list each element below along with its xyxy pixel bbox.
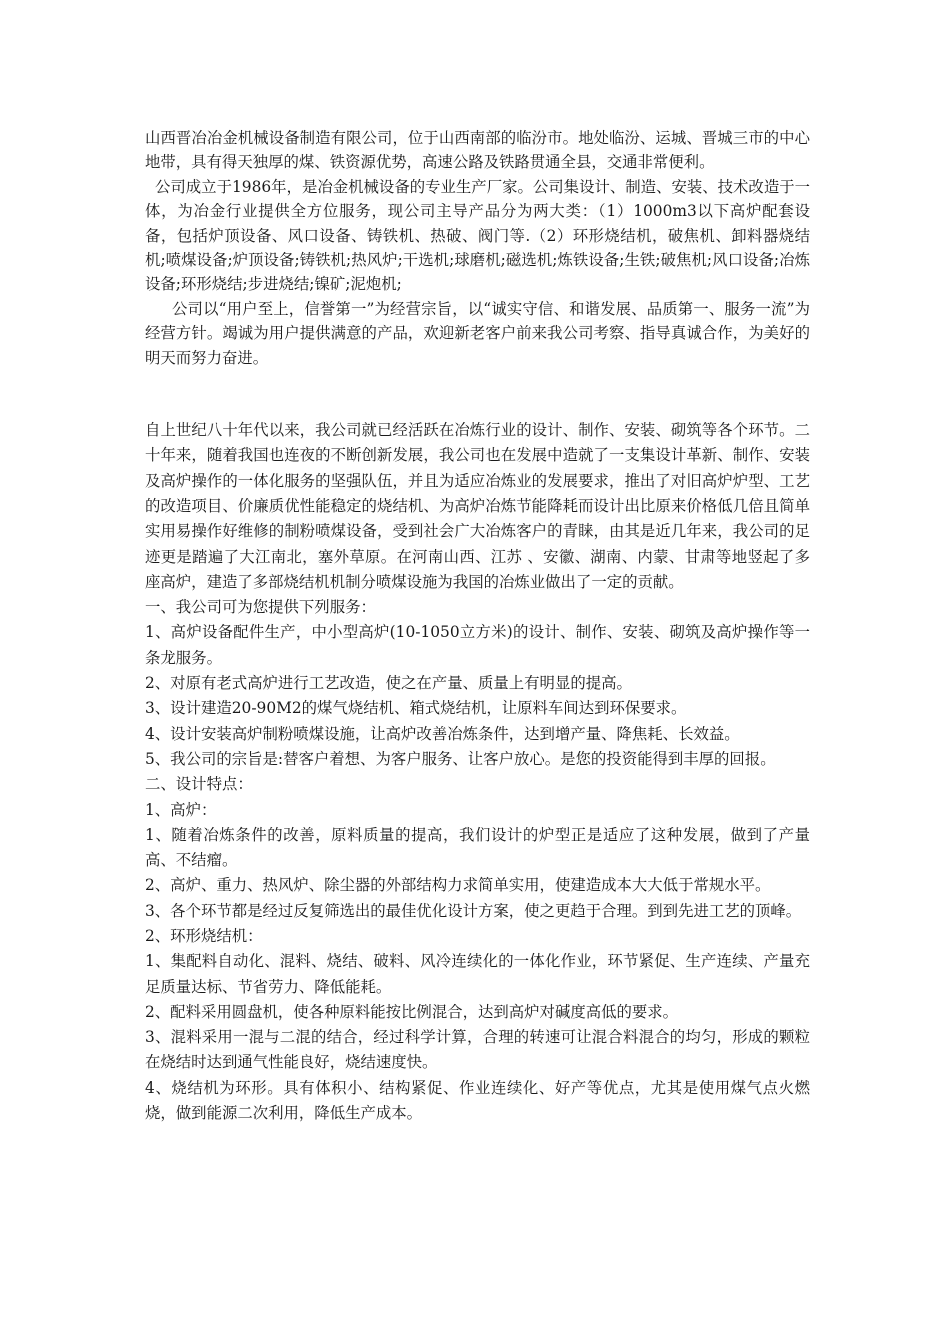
document-page xyxy=(145,126,810,1126)
service-item: 4、设计安装高炉制粉喷煤设施，让高炉改善冶炼条件，达到增产量、降焦耗、长效益。 xyxy=(145,724,740,743)
design-features-heading: 二、设计特点： xyxy=(145,775,253,794)
intro-paragraph-location: 山西晋冶冶金机械设备制造有限公司，位于山西南部的临汾市。地处临汾、运城、晋城三市的中心地带，具有得天独厚的煤、铁资源优势，高速公路及铁路贯通全县，交通非常便利。 xyxy=(145,129,810,172)
furnace-feature-item: 2、高炉、重力、热风炉、除尘器的外部结构力求简单实用，使建造成本大大低于常规水平。 xyxy=(145,876,771,895)
sintering-feature-item: 4、烧结机为环形。具有体积小、结构紧促、作业连续化、好产等优点，尤其是使用煤气点火燃烧，做到能源二次利用，降低生产成本。 xyxy=(145,1078,810,1123)
services-heading: 一、我公司可为您提供下列服务： xyxy=(145,598,376,617)
furnace-feature-item: 3、各个环节都是经过反复筛选出的最佳优化设计方案，使之更趋于合理。到到先进工艺的顶峰。 xyxy=(145,901,802,920)
sintering-feature-item: 1、集配料自动化、混料、烧结、破料、风冷连续化的一体化作业，环节紧促、生产连续、产量充足质量达标、节省劳力、降低能耗。 xyxy=(145,952,810,996)
furnace-feature-item: 1、随着冶炼条件的改善，原料质量的提高，我们设计的炉型正是适应了这种发展，做到了产量高、不结瘤。 xyxy=(145,825,810,870)
service-item: 1、高炉设备配件生产，中小型高炉(10-1050立方米)的设计、制作、安装、砌筑及高炉操作等一条龙服务。 xyxy=(145,623,810,667)
company-intro xyxy=(145,126,810,370)
intro-paragraph-philosophy: 公司以“用户至上，信誉第一”为经营宗旨，以“诚实守信、和谐发展、品质第一、服务一流”为经营方针。竭诚为用户提供满意的产品，欢迎新老客户前来我公司考察、指导真诚合作，为美好的明天而努力奋进。 xyxy=(145,299,810,367)
section-spacer xyxy=(145,370,810,418)
intro-paragraph-products: 公司成立于1986年，是冶金机械设备的专业生产厂家。公司集设计、制造、安装、技术改造于一体，为冶金行业提供全方位服务，现公司主导产品分为两大类：（1）1000m3以下高炉配套设备，包括炉顶设备、风口设备、铸铁机、热破、阀门等.（2）环形烧结机，破焦机、卸料器烧结机;喷煤设备;炉顶设备;铸铁机;热风炉;干选机;球磨机;磁选机;炼铁设备;生铁;破焦机;风口设备;冶炼设备;环形烧结;步进烧结;镍矿;泥炮机; xyxy=(145,177,810,294)
service-item: 5、我公司的宗旨是:替客户着想、为客户服务、让客户放心。是您的投资能得到丰厚的回报。 xyxy=(145,749,776,768)
history-paragraph: 自上世纪八十年代以来，我公司就已经活跃在冶炼行业的设计、制作、安装、砌筑等各个环节。二十年来，随着我国也连夜的不断创新发展，我公司也在发展中造就了一支集设计革新、制作、安装及高炉操作的一体化服务的坚强队伍，并且为适应冶炼业的发展要求，推出了对旧高炉炉型、工艺的改造项目、价廉质优性能稳定的烧结机、为高炉冶炼节能降耗而设计出比原来价格低几倍且简单实用易操作好维修的制粉喷煤设备，受到社会广大冶炼客户的青睐，由其是近几年来，我公司的足迹更是踏遍了大江南北，塞外草原。在河南山西、江苏 、安徽、湖南、内蒙、甘肃等地竖起了多座高炉，建造了多部烧结机机制分喷煤设施为我国的冶炼业做出了一定的贡献。 xyxy=(145,421,810,591)
service-item: 2、对原有老式高炉进行工艺改造，使之在产量、质量上有明显的提高。 xyxy=(145,674,632,693)
sintering-feature-item: 2、配料采用圆盘机，使各种原料能按比例混合，达到高炉对碱度高低的要求。 xyxy=(145,1002,679,1021)
blast-furnace-subheading: 1、高炉： xyxy=(145,800,217,819)
service-item: 3、设计建造20-90M2的煤气烧结机、箱式烧结机，让原料车间达到环保要求。 xyxy=(145,699,687,718)
sintering-feature-item: 3、混料采用一混与二混的结合，经过科学计算，合理的转速可让混合料混合的均匀，形成的颗粒在烧结时达到通气性能良好，烧结速度快。 xyxy=(145,1028,810,1072)
sintering-machine-subheading: 2、环形烧结机： xyxy=(145,927,263,945)
company-services-section xyxy=(145,418,810,1126)
